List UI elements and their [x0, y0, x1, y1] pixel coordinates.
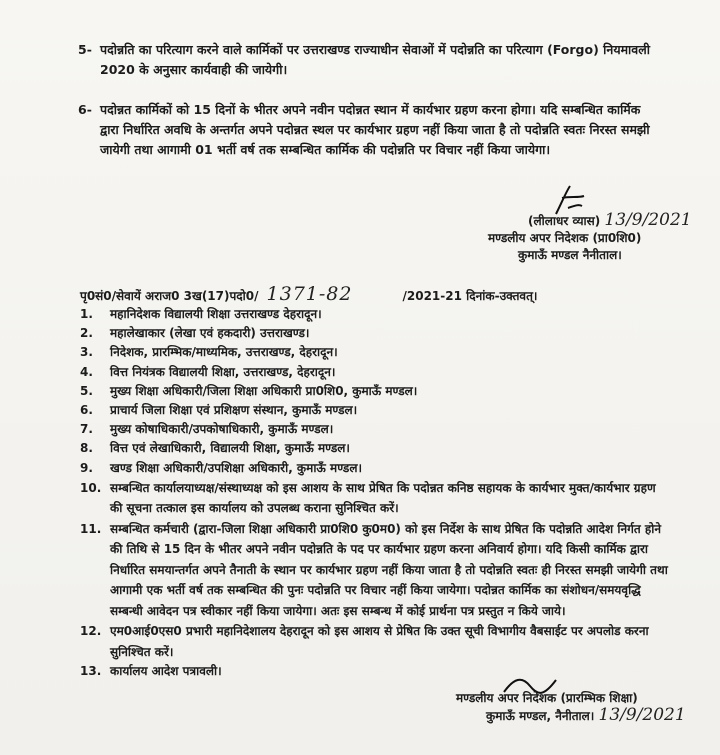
reference-numbers: 1371-82 [266, 283, 353, 305]
list-item: 5. मुख्य शिक्षा अधिकारी/जिला शिक्षा अधिकारी प्रा0शि0, कुमाऊँ मण्डल। [80, 383, 418, 398]
reference-prefix: पृ0सं0/सेवायें अराज0 3ख(17)पदो0/ [80, 289, 259, 303]
signature-date: 13/9/2021 [598, 705, 686, 725]
reference-suffix: /2021-21 दिनांक-उक्तवत्। [402, 289, 538, 303]
signatory-designation: मण्डलीय अपर निदेशक (प्रारम्भिक शिक्षा) [456, 691, 638, 705]
clause-number: 5- [78, 42, 92, 57]
clause-6 [78, 100, 660, 160]
list-item: 10. सम्बन्धित कार्यालयाध्यक्ष/संस्थाध्यक्ष को इस आशय के साथ प्रेषित कि पदोन्नत कनिष्ठ सहायक के कार्यभार मुक्त/कार्यभार ग्रहण की सूचना तत्काल इस कार्यालय को उपलब्ध कराना सुनिश्चित करें। [80, 480, 656, 516]
signature-date: 13/9/2021 [604, 210, 692, 230]
signatory-name: (लीलाधर व्यास) [528, 214, 601, 228]
list-item: 2. महालेखाकार (लेखा एवं हकदारी) उत्तराखण्ड। [80, 326, 310, 341]
list-item: 3. निदेशक, प्रारम्भिक/माध्यमिक, उत्तराखण्ड, देहरादून। [80, 345, 338, 360]
clause-text: पदोन्नति का परित्याग करने वाले कार्मिकों पर उत्तराखण्ड राज्याधीन सेवाओं में पदोन्नति का परित्याग (Forgo) नियमावली 2020 के अनुसार कार्यवाही की जायेगी। [100, 42, 650, 77]
list-item: 1. महानिदेशक विद्यालयी शिक्षा उत्तराखण्ड देहरादून। [80, 307, 322, 321]
clause-text: पदोन्नत कार्मिकों को 15 दिनों के भीतर अपने नवीन पदोन्नत स्थान में कार्यभार ग्रहण करना होगा। यदि सम्बन्धित कार्मिक द्वारा निर्धारित अवधि के अन्तर्गत अपने पदोन्नत स्थल पर कार्यभार ग्रहण नहीं किया जाता है तो पदोन्नति स्वतः निरस्त समझी जायेगी तथा आगामी 01 भर्ती वर्ष तक सम्बन्धित कार्मिक की पदोन्नति पर विचार नहीं किया जायेगा। [100, 102, 650, 157]
list-item: 4. वित्त नियंत्रक विद्यालयी शिक्षा, उत्तराखण्ड, देहरादून। [80, 364, 336, 379]
list-item: 6. प्राचार्य जिला शिक्षा एवं प्रशिक्षण संस्थान, कुमाऊँ मण्डल। [80, 403, 358, 418]
list-item: 11. सम्बन्धित कर्मचारी (द्वारा-जिला शिक्षा अधिकारी प्रा0शि0 कु0म0) को इस निर्देश के साथ प्रेषित कि पदोन्नति आदेश निर्गत होने की तिथि से 15 दिन के भीतर अपने नवीन पदोन्नति के पद पर कार्यभार ग्रहण करना अनिवार्य होगा। यदि किसी कार्मिक द्वारा निर्धारित समयान्तर्गत अपने तैनाती के स्थान पर कार्यभार ग्रहण नहीं किया जाता है तो पदोन्नति स्वतः ही निरस्त समझी जायेगी तथा आगामी एक भर्ती वर्ष तक सम्बन्धित की पुनः पदोन्नति पर विचार नहीं किया जायेगा। पदोन्नत कार्मिक का संशोधन/समयवृद्धि सम्बन्धी आवेदन पत्र स्वीकार नहीं किया जायेगा। अतः इस सम्बन्ध में कोई प्रार्थना पत्र प्रस्तुत न किये जाये। [80, 521, 668, 618]
clause-number: 6- [78, 102, 92, 117]
signatory-location: कुमाऊँ मण्डल नैनीताल। [518, 248, 622, 262]
list-item: 9. खण्ड शिक्षा अधिकारी/उपशिक्षा अधिकारी, कुमाऊँ मण्डल। [80, 460, 363, 475]
clause-5 [78, 40, 660, 80]
list-item: 13. कार्यालय आदेश पत्रावली। [80, 664, 222, 679]
reference-line [80, 283, 640, 305]
signatory-location: कुमाऊँ मण्डल, नैनीताल। [486, 709, 595, 723]
signature-block-1 [488, 210, 692, 264]
list-item: 8. वित्त एवं लेखाधिकारी, विद्यालयी शिक्षा, कुमाऊँ मण्डल। [80, 441, 350, 456]
signatory-designation: मण्डलीय अपर निदेशक (प्रा0शि0) [488, 231, 642, 245]
list-item: 7. मुख्य कोषाधिकारी/उपकोषाधिकारी, कुमाऊँ मण्डल। [80, 422, 334, 437]
signature-block-2 [456, 690, 686, 725]
distribution-list [80, 305, 670, 682]
list-item: 12. एम0आई0एस0 प्रभारी महानिदेशालय देहरादून को इस आशय से प्रेषित कि उक्त सूची विभागीय वैबसाईट पर अपलोड करना सुनिश्चित करें। [80, 624, 649, 659]
